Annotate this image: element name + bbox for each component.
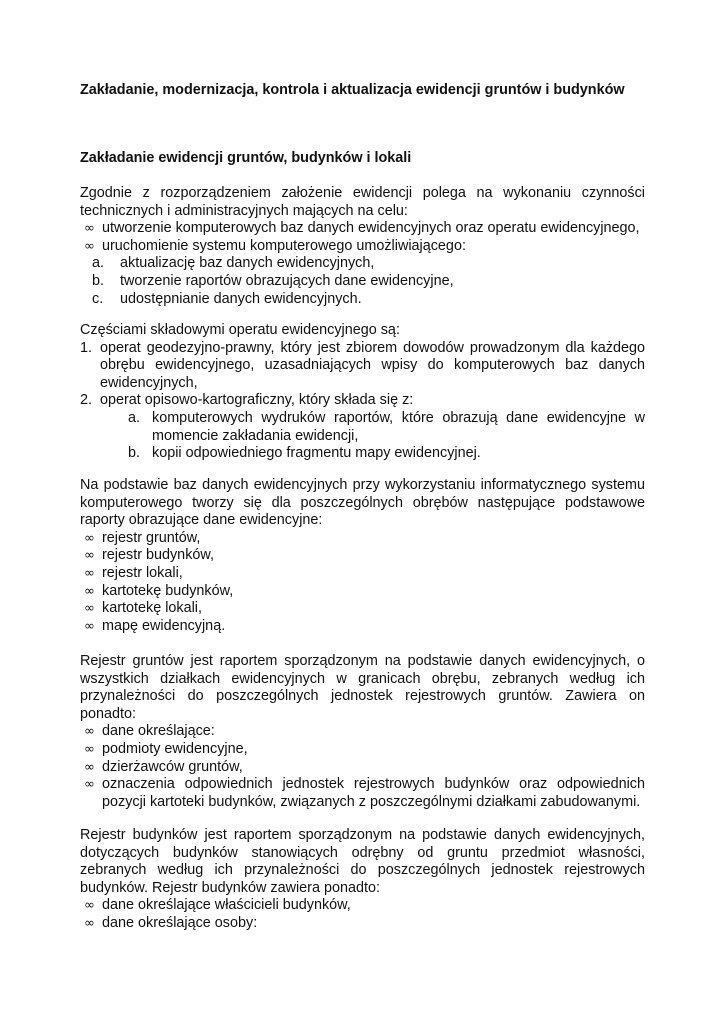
bullet-icon: ∞	[84, 741, 95, 757]
list-item: ∞ dzierżawców gruntów,	[84, 758, 243, 775]
list-item: 1. operat geodezyjno-prawny, który jest zbiorem dowodów prowadzonym dla każdego obrębu ewidencyjnego, uzasadniających wpisy do komputerowych baz danych ewidencyjnych,	[80, 339, 645, 391]
bullet-icon: ∞	[84, 221, 95, 237]
list-item: a. komputerowych wydruków raportów, które obrazują dane ewidencyjne w momencie zakładania ewidencji,	[128, 409, 645, 444]
list-item: ∞ rejestr lokali,	[84, 564, 183, 581]
bullet-icon: ∞	[84, 238, 95, 254]
bullet-icon: ∞	[84, 618, 95, 634]
list-item: c. udostępnianie danych ewidencyjnych.	[92, 290, 362, 307]
rejestr-budynkow-paragraph: Rejestr budynków jest raportem sporządzonym na podstawie danych ewidencyjnych, dotyczących budynków stanowiących odrębny od gruntu przedmiot własności, zebranych według ich przynależności do poszczególnych jednostek rejestrowych budynków. Rejestr budynków zawiera ponadto:	[80, 827, 645, 896]
bullet-icon: ∞	[84, 601, 95, 617]
list-item: ∞ rejestr budynków,	[84, 547, 214, 564]
bullet-icon: ∞	[84, 777, 95, 793]
intro-section	[80, 185, 645, 308]
operat-section	[80, 322, 645, 463]
bullet-icon: ∞	[84, 724, 95, 740]
list-item: ∞ rejestr gruntów,	[84, 529, 201, 546]
section-heading: Zakładanie ewidencji gruntów, budynków i lokali	[80, 150, 412, 166]
rejestr-budynkow-section	[80, 827, 645, 933]
bullet-icon: ∞	[84, 759, 95, 775]
list-item: ∞ dane określające właścicieli budynków,	[84, 897, 351, 914]
list-item: ∞ uruchomienie systemu komputerowego umożliwiającego:	[84, 237, 466, 254]
list-item: 2. operat opisowo-kartograficzny, który składa się z:	[80, 392, 414, 409]
document-title: Zakładanie, modernizacja, kontrola i aktualizacja ewidencji gruntów i budynków	[80, 82, 625, 98]
reports-section	[80, 477, 645, 635]
operat-paragraph: Częściami składowymi operatu ewidencyjnego są:	[80, 322, 400, 338]
list-item: a. aktualizację baz danych ewidencyjnych,	[92, 255, 375, 272]
list-item: ∞ utworzenie komputerowych baz danych ewidencyjnych oraz operatu ewidencyjnego,	[84, 220, 640, 237]
reports-paragraph: Na podstawie baz danych ewidencyjnych przy wykorzystaniu informatycznego systemu komputerowego tworzy się dla poszczególnych obrębów następujące podstawowe raporty obrazujące dane ewidencyjne:	[80, 477, 645, 529]
list-item: ∞ kartotekę budynków,	[84, 582, 234, 599]
list-item: ∞ oznaczenia odpowiednich jednostek rejestrowych budynków oraz odpowiednich pozycji kartoteki budynków, związanych z poszczególnymi działkami zabudowanymi.	[84, 776, 645, 810]
list-item: ∞ dane określające osoby:	[84, 914, 258, 931]
rejestr-gruntow-paragraph: Rejestr gruntów jest raportem sporządzonym na podstawie danych ewidencyjnych, o wszystkich działkach ewidencyjnych w granicach obrębu, zebranych według ich przynależności do poszczególnych jednostek rejestrowych gruntów. Zawiera on ponadto:	[80, 653, 645, 722]
list-item: ∞ dane określające:	[84, 723, 215, 740]
list-item: ∞ podmioty ewidencyjne,	[84, 740, 248, 757]
bullet-icon: ∞	[84, 583, 95, 599]
intro-paragraph: Zgodnie z rozporządzeniem założenie ewidencji polega na wykonaniu czynności technicznych i administracyjnych mających na celu:	[80, 185, 645, 219]
list-item: ∞ mapę ewidencyjną.	[84, 617, 226, 634]
bullet-icon: ∞	[84, 565, 95, 581]
bullet-icon: ∞	[84, 548, 95, 564]
bullet-icon: ∞	[84, 898, 95, 914]
list-item: ∞ kartotekę lokali,	[84, 600, 202, 617]
list-item: b. kopii odpowiedniego fragmentu mapy ewidencyjnej.	[128, 445, 481, 462]
rejestr-gruntow-section	[80, 653, 645, 811]
list-item: b. tworzenie raportów obrazujących dane ewidencyjne,	[92, 272, 454, 289]
bullet-icon: ∞	[84, 915, 95, 931]
bullet-icon: ∞	[84, 530, 95, 546]
